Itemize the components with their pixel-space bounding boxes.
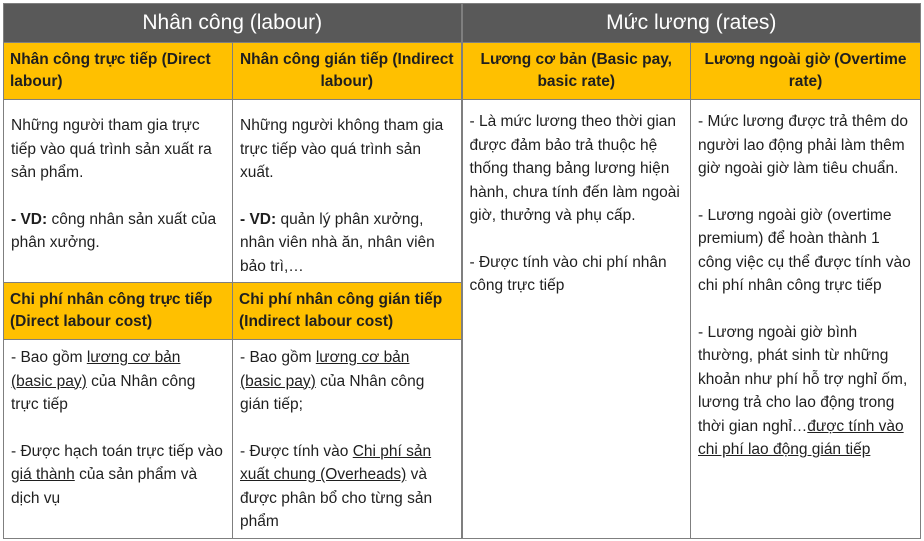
sub-header-row [4, 43, 921, 100]
direct-cost-basic-pay-link: lương cơ bản (basic pay) [11, 349, 181, 390]
overtime-normal-text: - Lương ngoài giờ bình thường, phát sinh từ những khoản như phí hỗ trợ nghỉ ốm, lương trả cho lao động trong thời gian nghỉ… [698, 323, 908, 435]
indirect-labour-cost-header: Chi phí nhân công gián tiếp (Indirect labour cost) [233, 283, 462, 340]
indirect-example-label: - VD: [240, 210, 277, 228]
direct-cost-accounting [11, 440, 226, 511]
direct-labour-example [11, 208, 226, 255]
overtime-cell [691, 100, 921, 539]
indirect-cost-allocation-suffix: và được phân bổ cho từng sản phẩm [240, 466, 433, 530]
indirect-example-text: quản lý phân xưởng, nhân viên nhà ăn, nhân viên bảo trì,… [240, 210, 435, 275]
overtime-premium: - Lương ngoài giờ (overtime premium) để hoàn thành 1 công việc cụ thể được tính vào chi phí nhân công trực tiếp [698, 206, 911, 294]
direct-cost-cost-price-link: giá thành [11, 466, 75, 483]
indirect-labour-cell [233, 100, 462, 283]
indirect-labour-definition: Những người không tham gia trực tiếp vào quá trình sản xuất. [240, 117, 444, 181]
direct-labour-header: Nhân công trực tiếp (Direct labour) [4, 43, 233, 100]
indirect-cost-includes-suffix: của Nhân công gián tiếp; [240, 372, 425, 413]
basic-pay-note: - Được tính vào chi phí nhân công trực tiếp [469, 253, 667, 294]
direct-example-label: - VD: [11, 210, 48, 228]
direct-cost-includes-prefix: - Bao gồm [11, 349, 87, 366]
direct-example-text: công nhân sản xuất của phân xưởng. [11, 210, 217, 251]
indirect-labour-header: Nhân công gián tiếp (Indirect labour) [233, 43, 462, 100]
indirect-labour-example [240, 208, 455, 279]
direct-labour-definition: Những người tham gia trực tiếp vào quá trình sản xuất ra sản phẩm. [11, 117, 212, 181]
overtime-normal [698, 321, 914, 462]
indirect-cost-allocation [240, 440, 455, 534]
indirect-cost-includes [240, 346, 455, 417]
labour-rates-table [3, 3, 921, 539]
direct-cost-accounting-prefix: - Được hạch toán trực tiếp vào [11, 442, 223, 460]
rates-header: Mức lương (rates) [462, 4, 921, 43]
labour-header: Nhân công (labour) [4, 4, 462, 43]
indirect-cost-allocation-prefix: - Được tính vào [240, 442, 353, 460]
main-header-row [4, 4, 921, 43]
direct-cost-includes-suffix: của Nhân công trực tiếp [11, 372, 196, 413]
direct-cost-includes [11, 346, 226, 417]
indirect-cost-includes-prefix: - Bao gồm [240, 349, 316, 366]
basic-pay-header: Lương cơ bản (Basic pay, basic rate) [462, 43, 691, 100]
direct-cost-cell [4, 340, 233, 539]
basic-pay-cell [462, 100, 691, 539]
indirect-cost-basic-pay-link: lương cơ bản (basic pay) [240, 349, 410, 390]
direct-cost-accounting-suffix: của sản phẩm và dịch vụ [11, 466, 198, 507]
definition-row [4, 100, 921, 283]
direct-labour-cost-header: Chi phí nhân công trực tiếp (Direct labour cost) [4, 283, 233, 340]
indirect-cost-cell [233, 340, 462, 539]
direct-labour-cell [4, 100, 233, 283]
overtime-description: - Mức lương được trả thêm do người lao động phải làm thêm giờ ngoài giờ làm tiêu chuẩn. [698, 113, 908, 177]
labour-rates-table-container [3, 3, 920, 538]
basic-pay-description: - Là mức lương theo thời gian được đảm bảo trả thuộc hệ thống thang bảng lương hiện hành, chưa tính đến làm ngoài giờ, thưởng và phụ cấp. [469, 113, 680, 224]
overtime-rate-header: Lương ngoài giờ (Overtime rate) [691, 43, 921, 100]
indirect-cost-overheads-link: Chi phí sản xuất chung (Overheads) [240, 442, 432, 483]
overtime-normal-link: được tính vào chi phí lao động gián tiếp [698, 417, 904, 458]
